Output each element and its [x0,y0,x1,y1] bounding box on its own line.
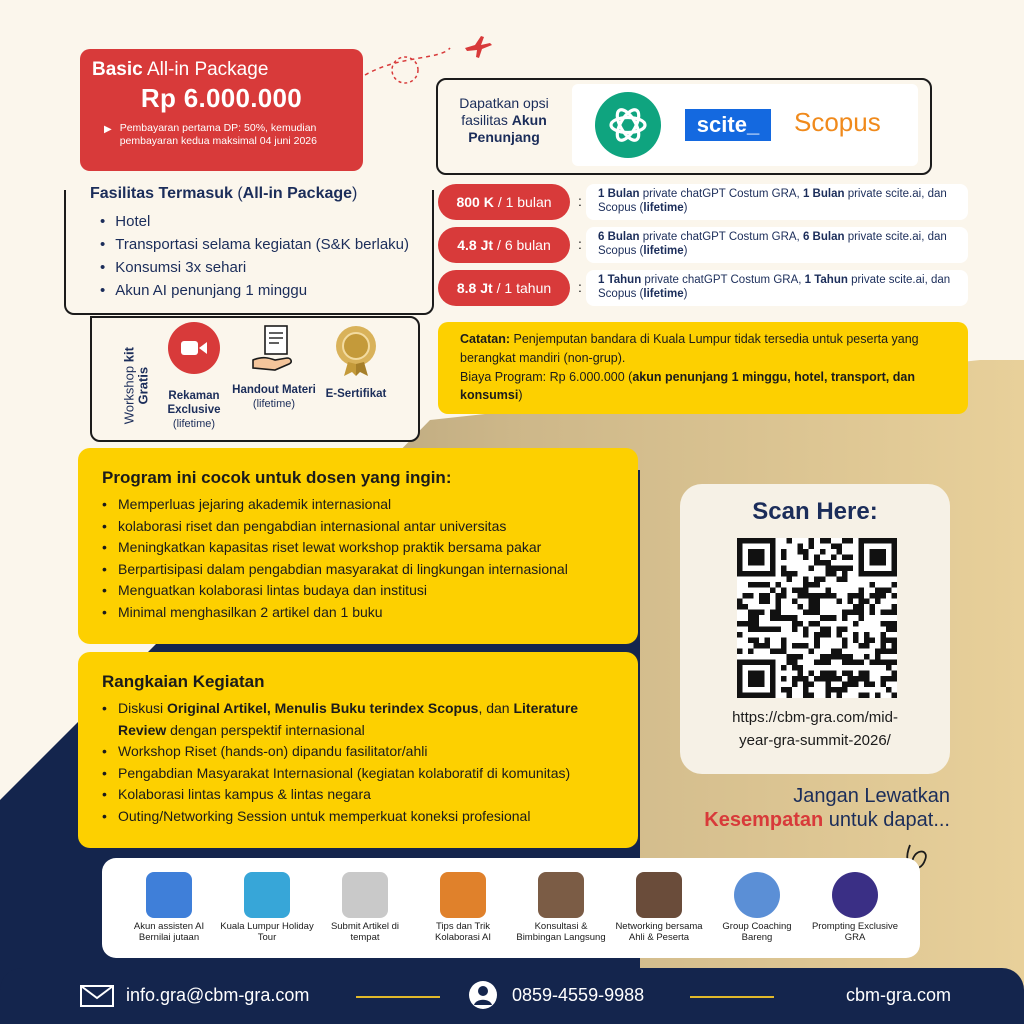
scite-logo: scite_ [685,109,771,141]
benefit-item: Kuala Lumpur Holiday Tour [218,872,316,944]
rangkaian-title: Rangkaian Kegiatan [102,672,265,691]
plan-pill-1-bulan[interactable]: 800 K / 1 bulan [438,184,570,220]
list-item: • Menguatkan kolaborasi lintas budaya dan institusi [102,580,614,602]
airplane-icon [463,34,493,65]
kit-item-handout: Handout Materi (lifetime) [232,322,316,411]
plan-desc-1-tahun: 1 Tahun private chatGPT Costum GRA, 1 Tahun private scite.ai, dan Scopus (lifetime) [586,270,968,306]
list-item: • Diskusi Original Artikel, Menulis Buku terindex Scopus, dan Literature Review dengan perspektif internasional [102,698,614,741]
footer-phone[interactable]: 0859-4559-9988 [512,985,645,1005]
rangkaian-card [78,652,638,848]
kit-item-rekaman: Rekaman Exclusive (lifetime) [152,322,236,431]
plan-desc-6-bulan: 6 Bulan private chatGPT Costum GRA, 6 Bulan private scite.ai, dan Scopus (lifetime) [586,227,968,263]
rangkaian-list [102,698,614,827]
workshop-kit-label: Workshop kit Gratis [121,347,150,425]
video-camera-icon [168,322,220,374]
list-item: • Outing/Networking Session untuk memperkuat koneksi profesional [102,806,614,828]
footer-site[interactable]: cbm-gra.com [846,985,952,1005]
price-card [80,49,363,171]
consultation-icon [538,872,584,918]
plan-pill-6-bulan[interactable]: 4.8 Jt / 6 bulan [438,227,570,263]
list-item: • Workshop Riset (hands-on) dipandu fasilitator/ahli [102,741,614,763]
fasilitas-title: Fasilitas Termasuk (All-in Package) [84,185,363,203]
benefit-item: Prompting Exclusive GRA [806,872,904,944]
list-item: • Memperluas jejaring akademik internasional [102,494,614,516]
fasilitas-list [100,210,409,302]
package-price: Rp 6.000.000 [140,83,303,113]
list-item: • kolaborasi riset dan pengabdian internasional antar universitas [102,516,614,538]
benefit-item: Akun assisten AI Bernilai jutaan [120,872,218,944]
benefit-item: Submit Artikel di tempat [316,872,414,944]
list-item: • Transportasi selama kegiatan (S&K berlaku) [100,233,409,256]
mail-icon [80,985,114,1012]
plan-desc-1-bulan: 1 Bulan private chatGPT Costum GRA, 1 Bulan private scite.ai, dan Scopus (lifetime) [586,184,968,220]
footer-email[interactable]: info.gra@cbm-gra.com [126,985,310,1005]
keyboard-tips-icon [440,872,486,918]
package-name: Basic All-in Package [92,59,269,80]
chatgpt-logo-icon [595,92,661,158]
kit-item-sertifikat: E-Sertifikat [314,322,398,402]
qr-code[interactable] [737,538,897,698]
payment-note: ▶ Pembayaran pertama DP: 50%, kemudian pembayaran kedua maksimal 04 juni 2026 [104,122,317,148]
program-list [102,494,614,623]
scopus-logo: Scopus [794,107,881,137]
prompting-icon [832,872,878,918]
person-icon [468,980,498,1015]
footer-divider [690,996,774,998]
akun-penunjang-label: Dapatkan opsi fasilitas Akun Penunjang [459,95,549,145]
list-item: • Hotel [100,210,409,233]
scan-title: Scan Here: [752,498,878,525]
play-triangle-icon: ▶ [104,124,112,135]
list-item: • Berpartisipasi dalam pengabdian masyarakat di lingkungan internasional [102,559,614,581]
list-item: • Kolaborasi lintas kampus & lintas negara [102,784,614,806]
footer-divider [356,996,440,998]
medal-icon [330,322,382,378]
program-title: Program ini cocok untuk dosen yang ingin: [102,468,452,487]
benefit-item: Group Coaching Bareng [708,872,806,944]
list-item: • Konsumsi 3x sehari [100,256,409,279]
cta-text: Jangan Lewatkan Kesempatan untuk dapat... [704,785,950,831]
list-item: • Akun AI penunjang 1 minggu [100,279,409,302]
list-item: • Minimal menghasilkan 2 artikel dan 1 buku [102,602,614,624]
benefit-item: Networking bersama Ahli & Peserta [610,872,708,944]
benefit-item: Konsultasi & Bimbingan Langsung [512,872,610,944]
list-item: • Meningkatkan kapasitas riset lewat workshop praktik bersama pakar [102,537,614,559]
networking-icon [636,872,682,918]
benefit-item: Tips dan Trik Kolaborasi AI [414,872,512,944]
list-item: • Pengabdian Masyarakat Internasional (kegiatan kolaboratif di komunitas) [102,763,614,785]
laptop-ai-icon [146,872,192,918]
benefits-row [120,872,904,944]
submit-article-icon [342,872,388,918]
program-card [78,448,638,644]
group-coaching-icon [734,872,780,918]
scan-url[interactable]: https://cbm-gra.com/mid- year-gra-summit-2026/ [732,709,898,749]
plan-pill-1-tahun[interactable]: 8.8 Jt / 1 tahun [438,270,570,306]
catatan-box: Catatan: Penjemputan bandara di Kuala Lumpur tidak tersedia untuk peserta yang berangkat mandiri (non-grup). Biaya Program: Rp 6.000.000 (akun penunjang 1 minggu, hotel, transport, dan konsumsi) [438,322,968,414]
handout-icon [247,322,301,376]
luggage-icon [244,872,290,918]
